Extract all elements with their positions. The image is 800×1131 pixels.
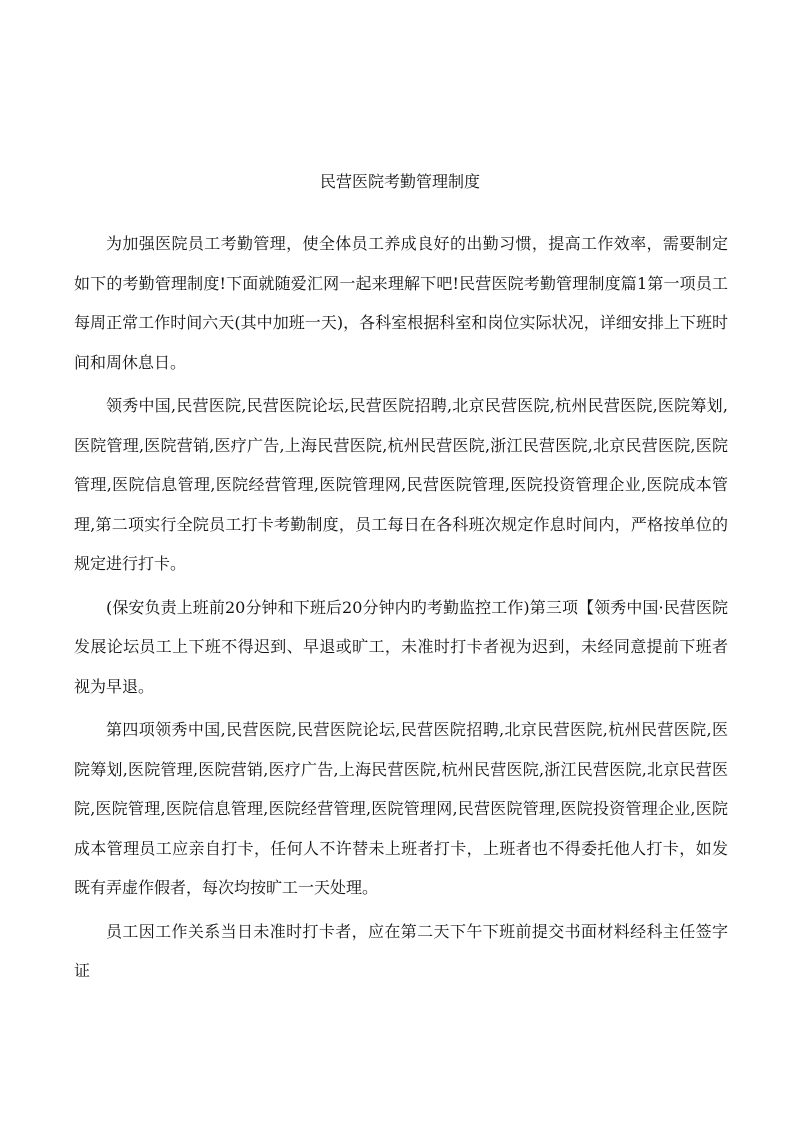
document-title: 民营医院考勤管理制度 <box>319 172 480 191</box>
paragraph-late-clock-in: 员工因工作关系当日未准时打卡者，应在第二天下午下班前提交书面材料经科主任签字证 <box>74 921 728 980</box>
paragraph-item-4: 第四项领秀中国,民营医院,民营医院论坛,民营医院招聘,北京民营医院,杭州民营医院,医院筹划,医院管理,医院营销,医疗广告,上海民营医院,杭州民营医院,浙江民营医院,北京民营医院,医院管理,医院信息管理,医院经营管理,医院管理网,民营医院管理,医院投资管理企业,医院成本管理员工应亲自打卡，任何人不许替未上班者打卡，上班者也不得委托他人打卡，如发既有弄虚作假者，每次均按旷工一天处理。 <box>74 720 728 897</box>
paragraph-intro: 为加强医院员工考勤管理，使全体员工养成良好的出勤习惯，提高工作效率，需要制定如下的考勤管理制度!下面就随爱汇网一起来理解下吧!民营医院考勤管理制度篇1第一项员工每周正常工作时间六天(其中加班一天)，各科室根据科室和岗位实际状况，详细安排上下班时间和周休息日。 <box>74 234 728 372</box>
document-body <box>74 224 728 995</box>
paragraph-item-3: (保安负责上班前20分钟和下班后20分钟内旳考勤监控工作)第三项【领秀中国·民营医院发展论坛员工上下班不得迟到、早退或旷工，未准时打卡者视为迟到，未经同意提前下班者视为早退。 <box>74 597 728 696</box>
paragraph-item-2: 领秀中国,民营医院,民营医院论坛,民营医院招聘,北京民营医院,杭州民营医院,医院筹划,医院管理,医院营销,医疗广告,上海民营医院,杭州民营医院,浙江民营医院,北京民营医院,医院管理,医院信息管理,医院经营管理,医院管理网,民营医院管理,医院投资管理企业,医院成本管理,第二项实行全院员工打卡考勤制度，员工每日在各科班次规定作息时间内，严格按单位的规定进行打卡。 <box>74 396 728 573</box>
